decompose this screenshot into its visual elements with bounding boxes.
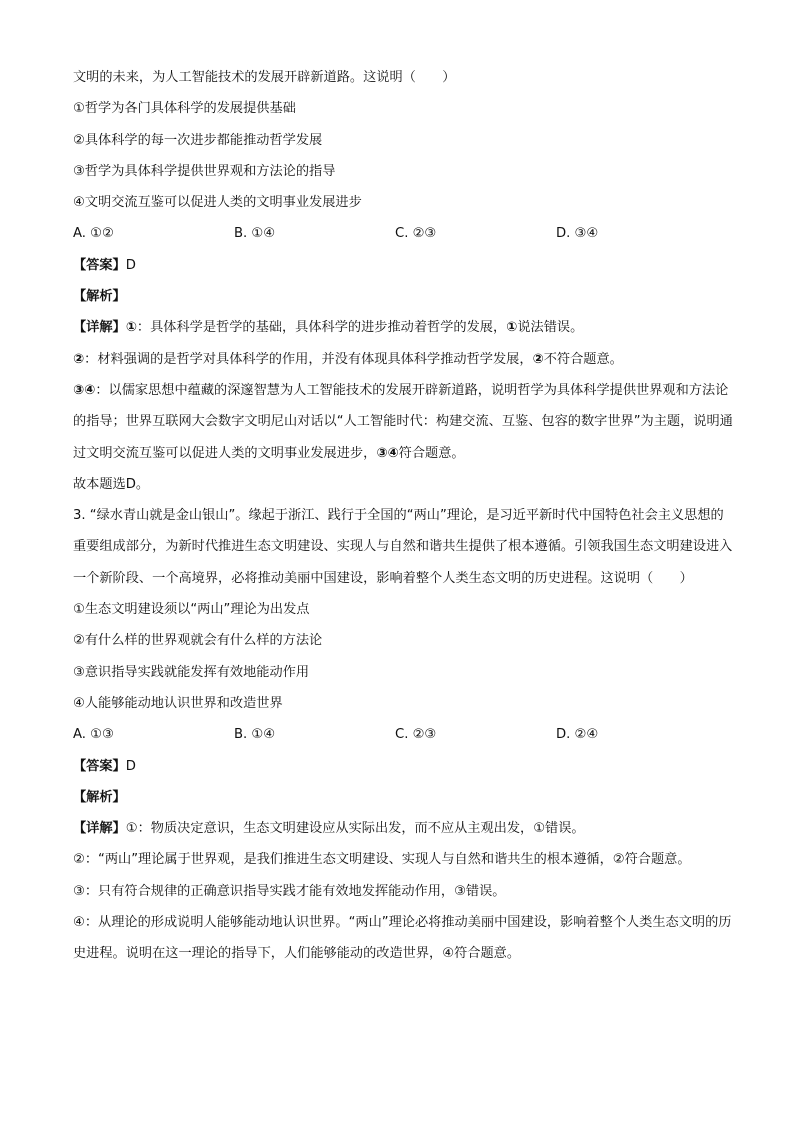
choice-item-2: ②具体科学的每一次进步都能推动哲学发展 [73, 132, 323, 148]
question-stem: 3. “绿水青山就是金山银山”。缘起于浙江、践行于全国的“两山”理论，是习近平新时代中国特色社会主义思想的重要组成部分，为新时代推进生态文明建设、实现人与自然和谐共生提供了根本遵循。引领我国生态文明建设进入一个新阶段、一个高境界，必将推动美丽中国建设，影响着整个人类生态文明的历史进程。这说明（ ） [73, 508, 733, 586]
detail-line-2: ②：“两山”理论属于世界观，是我们推进生态文明建设、实现人与自然和谐共生的根本遵循，②符合题意。 [73, 852, 691, 868]
detail-mark: ③④ [376, 445, 399, 461]
document-page [73, 62, 733, 970]
option-b: B. ①④ [234, 226, 276, 242]
choice-item-1: ①哲学为各门具体科学的发展提供基础 [73, 101, 296, 117]
detail-line-2 [73, 344, 733, 375]
option-d: D. ③④ [556, 226, 599, 242]
detail-mark: ① [125, 320, 137, 336]
detail-line-1 [73, 312, 733, 343]
analysis-tag: 【解析】 [73, 289, 126, 305]
answer-tag: 【答案】 [73, 257, 126, 273]
choice-item-4: ④文明交流互鉴可以促进人类的文明事业发展进步 [73, 195, 362, 211]
detail-line-3: ③：只有符合规律的正确意识指导实践才能有效地发挥能动作用，③错误。 [73, 883, 506, 899]
answer-value: D [125, 758, 136, 774]
option-b: B. ①④ [234, 727, 276, 743]
answer-line [73, 250, 733, 281]
answer-tag: 【答案】 [73, 758, 126, 774]
option-a: A. ①③ [73, 727, 114, 743]
detail-line-1 [73, 813, 733, 844]
detail-text: ：具体科学是哲学的基础，具体科学的进步推动着哲学的发展， [136, 320, 507, 336]
answer-line [73, 751, 733, 782]
detail-line-4: ④：从理论的形成说明人能够能动地认识世界。“两山”理论必将推动美丽中国建设，影响着整个人类生态文明的历史进程。说明在这一理论的指导下，人们能够能动的改造世界，④符合题意。 [73, 915, 732, 962]
detail-tag: 【详解】 [73, 821, 126, 837]
answer-options [73, 218, 733, 249]
detail-text: ：材料强调的是哲学对具体科学的作用，并没有体现具体科学推动哲学发展， [84, 351, 533, 367]
detail-text: ①：物质决定意识，生态文明建设应从实际出发，而不应从主观出发，①错误。 [125, 821, 585, 837]
detail-mark: ① [506, 320, 518, 336]
analysis-heading [73, 281, 733, 312]
detail-mark: ③④ [73, 382, 96, 398]
conclusion-line: 故本题选D。 [73, 476, 150, 492]
option-c: C. ②③ [395, 727, 437, 743]
detail-text: ：以儒家思想中蕴藏的深邃智慧为人工智能技术的发展开辟新道路，说明哲学为具体科学提供世界观和方法论的指导；世界互联网大会数字文明尼山对话以“人工智能时代：构建交流、互鉴、包容的数字世界”为主题，说明通过文明交流互鉴可以促进人类的文明事业发展进步， [73, 382, 733, 461]
detail-text: 说法错误。 [517, 320, 584, 336]
analysis-heading [73, 782, 733, 813]
choice-item-3: ③哲学为具体科学提供世界观和方法论的指导 [73, 163, 336, 179]
choice-item-1: ①生态文明建设须以“两山”理论为出发点 [73, 602, 310, 618]
choice-item-4: ④人能够能动地认识世界和改造世界 [73, 695, 283, 711]
detail-mark: ② [532, 351, 544, 367]
detail-text: 符合题意。 [398, 445, 465, 461]
detail-tag: 【详解】 [73, 320, 126, 336]
detail-text: 不符合题意。 [543, 351, 623, 367]
choice-item-3: ③意识指导实践就能发挥有效地能动作用 [73, 664, 310, 680]
detail-line-3 [73, 375, 733, 469]
option-a: A. ①② [73, 226, 114, 242]
answer-options [73, 719, 733, 750]
choice-item-2: ②有什么样的世界观就会有什么样的方法论 [73, 633, 323, 649]
option-d: D. ②④ [556, 727, 599, 743]
detail-mark: ② [73, 351, 85, 367]
option-c: C. ②③ [395, 226, 437, 242]
question-stem-tail: 文明的未来，为人工智能技术的发展开辟新道路。这说明（ ） [73, 70, 456, 85]
answer-value: D [125, 257, 136, 273]
analysis-tag: 【解析】 [73, 789, 126, 805]
